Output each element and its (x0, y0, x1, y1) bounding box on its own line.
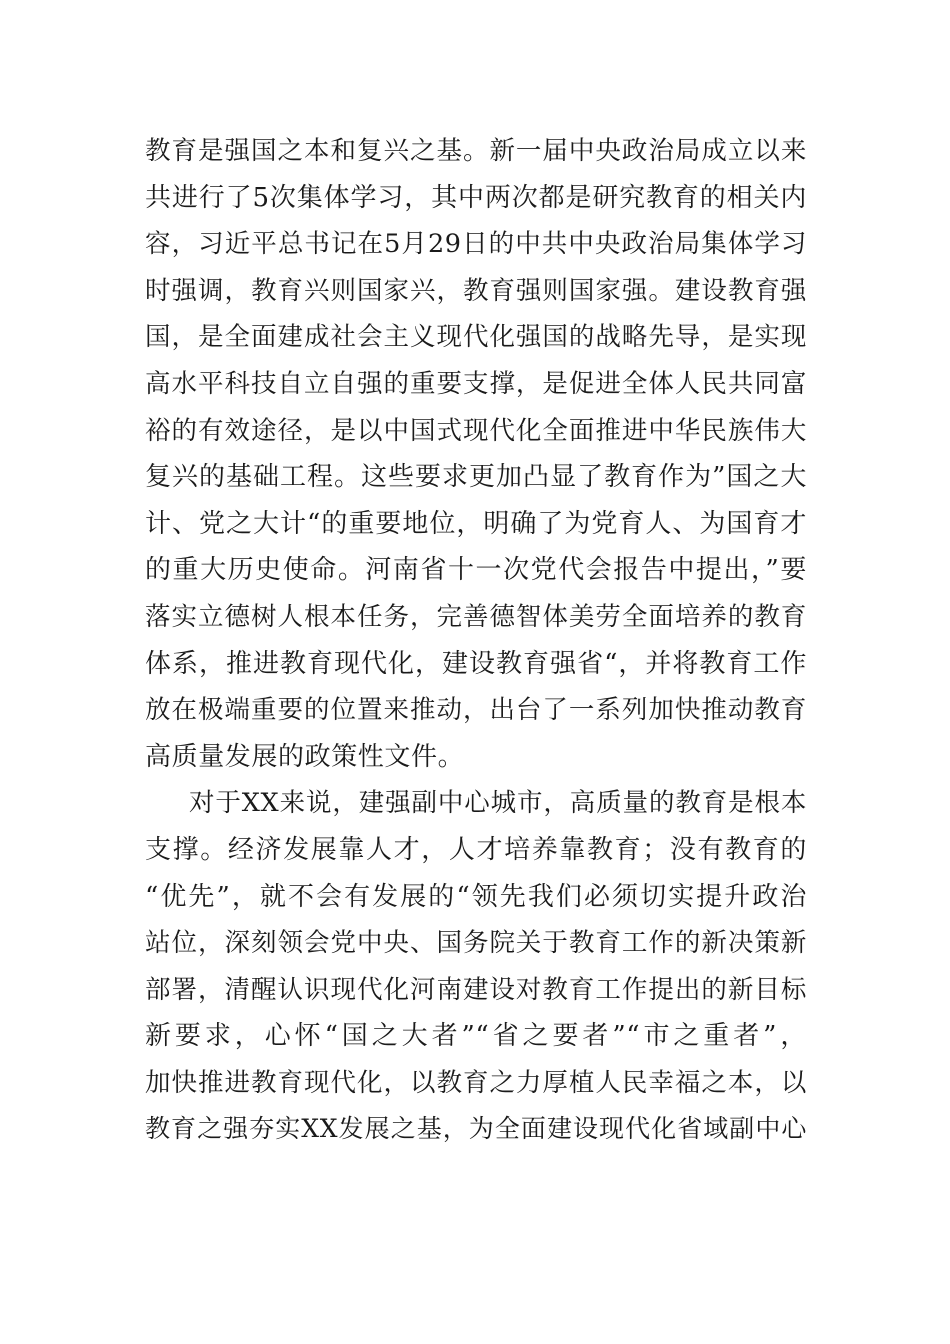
paragraph-1-line-8: 复兴的基础工程。这些要求更加凸显了教育作为”国之大 (145, 462, 807, 493)
paragraph-1-line-1: 教育是强国之本和复兴之基。新一届中央政治局成立以来 (145, 136, 807, 166)
paragraph-1-line-10: 的重大历史使命。河南省十一次党代会报告中提出，”要 (145, 555, 807, 586)
paragraph-1-line-6: 高水平科技自立自强的重要支撑，是促进全体人民共同富 (145, 368, 807, 399)
paragraph-2-line-8: 教育之强夯实XX发展之基，为全面建设现代化省域副中心 (145, 1114, 807, 1144)
document-body (145, 128, 807, 1153)
paragraph-2-line-6: 新要求，心怀“国之大者”“省之要者”“市之重者”， (145, 1021, 807, 1052)
paragraph-1-line-14: 高质量发展的政策性文件。 (145, 741, 465, 772)
paragraph-1-line-5: 国，是全面建成社会主义现代化强国的战略先导，是实现 (145, 322, 807, 353)
paragraph-1-line-13: 放在极端重要的位置来推动，出台了一系列加快推动教育 (145, 695, 807, 726)
paragraph-1-line-9: 计、党之大计“的重要地位，明确了为党育人、为国育才 (145, 508, 807, 539)
paragraph-1-line-12: 体系，推进教育现代化，建设教育强省“，并将教育工作 (145, 648, 807, 679)
paragraph-2-line-2: 支撑。经济发展靠人才，人才培养靠教育；没有教育的 (145, 834, 807, 865)
paragraph-1-line-4: 时强调，教育兴则国家兴，教育强则国家强。建设教育强 (145, 275, 807, 306)
paragraph-2-line-3: “优先”，就不会有发展的“领先我们必须切实提升政治 (145, 881, 807, 912)
paragraph-2-line-5: 部署，清醒认识现代化河南建设对教育工作提出的新目标 (145, 974, 807, 1005)
paragraph-2-line-4: 站位，深刻领会党中央、国务院关于教育工作的新决策新 (145, 928, 807, 959)
paragraph-2-line-7: 加快推进教育现代化，以教育之力厚植人民幸福之本，以 (145, 1067, 807, 1098)
paragraph-2-line-1: 对于XX来说，建强副中心城市，高质量的教育是根本 (189, 788, 807, 819)
paragraph-1-line-3: 容，习近平总书记在5月29日的中共中央政治局集体学习 (145, 229, 807, 260)
paragraph-1-line-11: 落实立德树人根本任务，完善德智体美劳全面培养的教育 (145, 601, 807, 632)
paragraph-1-line-7: 裕的有效途径，是以中国式现代化全面推进中华民族伟大 (145, 415, 807, 446)
paragraph-1-line-2: 共进行了5次集体学习，其中两次都是研究教育的相关内 (145, 182, 807, 213)
